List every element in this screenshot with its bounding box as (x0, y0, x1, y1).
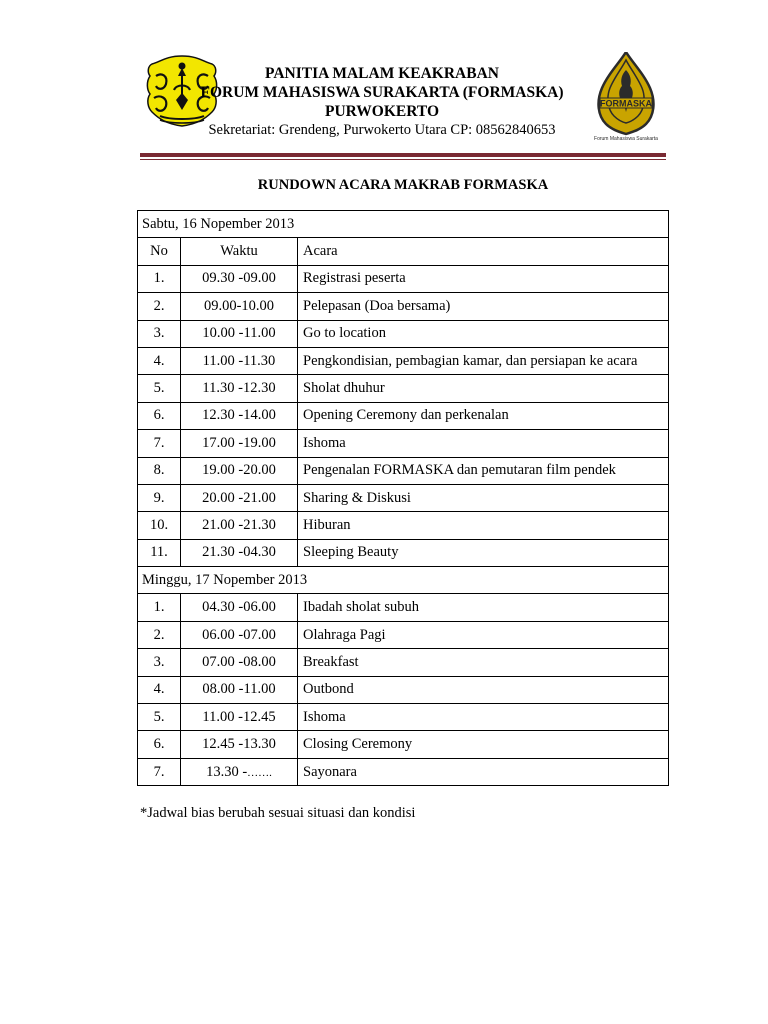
row-acara: Sholat dhuhur (298, 375, 669, 402)
row-no: 6. (138, 731, 181, 758)
row-acara: Pengenalan FORMASKA dan pemutaran film pendek (298, 457, 669, 484)
row-waktu: 06.00 -07.00 (181, 621, 298, 648)
row-acara: Ibadah sholat subuh (298, 594, 669, 621)
row-waktu: 08.00 -11.00 (181, 676, 298, 703)
row-no: 8. (138, 457, 181, 484)
table-row (138, 758, 669, 785)
row-acara: Olahraga Pagi (298, 621, 669, 648)
day-header-row (138, 567, 669, 594)
formaska-brand-text: FORMASKA (600, 98, 652, 109)
table-row (138, 704, 669, 731)
row-acara: Ishoma (298, 704, 669, 731)
city-name: PURWOKERTO (324, 103, 440, 120)
row-no: 6. (138, 402, 181, 429)
row-waktu: 19.00 -20.00 (181, 457, 298, 484)
day-label: Sabtu, 16 Nopember 2013 (138, 211, 669, 238)
row-waktu: 11.00 -12.45 (181, 704, 298, 731)
row-waktu: 04.30 -06.00 (181, 594, 298, 621)
table-row (138, 430, 669, 457)
table-row (138, 484, 669, 511)
row-acara: Outbond (298, 676, 669, 703)
column-header-row (138, 238, 669, 265)
row-no: 4. (138, 676, 181, 703)
row-no: 11. (138, 539, 181, 566)
letterhead (200, 64, 564, 140)
table-row (138, 457, 669, 484)
formaska-caption-text: Forum Mahasiswa Surakarta (594, 136, 658, 142)
row-waktu: 07.00 -08.00 (181, 649, 298, 676)
row-waktu: 09.00-10.00 (181, 293, 298, 320)
table-row (138, 539, 669, 566)
row-waktu: 12.45 -13.30 (181, 731, 298, 758)
row-no: 1. (138, 594, 181, 621)
row-waktu: 11.00 -11.30 (181, 347, 298, 374)
table-row (138, 731, 669, 758)
rundown-table (137, 210, 669, 786)
day-label: Minggu, 17 Nopember 2013 (138, 567, 669, 594)
table-row (138, 512, 669, 539)
document-title: RUNDOWN ACARA MAKRAB FORMASKA (257, 177, 549, 193)
row-acara: Sharing & Diskusi (298, 484, 669, 511)
secretariat-address: Sekretariat: Grendeng, Purwokerto Utara CP: 08562840653 (208, 122, 556, 138)
row-acara: Registrasi peserta (298, 265, 669, 292)
row-acara: Closing Ceremony (298, 731, 669, 758)
row-waktu-dots: ……. (247, 766, 272, 779)
table-row (138, 594, 669, 621)
row-no: 7. (138, 430, 181, 457)
row-no: 9. (138, 484, 181, 511)
row-waktu: 11.30 -12.30 (181, 375, 298, 402)
column-header-waktu: Waktu (181, 238, 298, 265)
row-waktu: 20.00 -21.00 (181, 484, 298, 511)
letterhead-rule-thick (140, 153, 666, 157)
row-waktu-start: 13.30 - (206, 763, 248, 780)
row-no: 5. (138, 704, 181, 731)
column-header-no: No (138, 238, 181, 265)
row-waktu (181, 758, 298, 785)
row-no: 3. (138, 649, 181, 676)
row-acara: Ishoma (298, 430, 669, 457)
table-row (138, 676, 669, 703)
row-acara: Go to location (298, 320, 669, 347)
table-row (138, 375, 669, 402)
row-waktu: 21.30 -04.30 (181, 539, 298, 566)
table-row (138, 347, 669, 374)
row-acara: Hiburan (298, 512, 669, 539)
table-row (138, 265, 669, 292)
footnote: *Jadwal bias berubah sesuai situasi dan kondisi (140, 805, 416, 821)
letterhead-rule-thin (140, 159, 666, 160)
column-header-acara: Acara (298, 238, 669, 265)
row-no: 7. (138, 758, 181, 785)
row-no: 2. (138, 293, 181, 320)
row-acara: Sayonara (298, 758, 669, 785)
day-header-row (138, 211, 669, 238)
row-no: 3. (138, 320, 181, 347)
row-no: 5. (138, 375, 181, 402)
row-acara: Pelepasan (Doa bersama) (298, 293, 669, 320)
row-waktu: 09.30 -09.00 (181, 265, 298, 292)
table-row (138, 402, 669, 429)
formaska-wayang-logo-icon (594, 52, 658, 142)
row-no: 2. (138, 621, 181, 648)
row-waktu: 10.00 -11.00 (181, 320, 298, 347)
table-row (138, 621, 669, 648)
row-acara: Sleeping Beauty (298, 539, 669, 566)
row-no: 1. (138, 265, 181, 292)
row-no: 10. (138, 512, 181, 539)
organization-name: FORUM MAHASISWA SURAKARTA (FORMASKA) (200, 84, 564, 101)
row-waktu: 12.30 -14.00 (181, 402, 298, 429)
row-acara: Opening Ceremony dan perkenalan (298, 402, 669, 429)
row-acara: Pengkondisian, pembagian kamar, dan persiapan ke acara (298, 347, 669, 374)
row-acara: Breakfast (298, 649, 669, 676)
row-waktu: 17.00 -19.00 (181, 430, 298, 457)
committee-name: PANITIA MALAM KEAKRABAN (265, 65, 499, 82)
row-waktu: 21.00 -21.30 (181, 512, 298, 539)
table-row (138, 293, 669, 320)
table-row (138, 320, 669, 347)
table-row (138, 649, 669, 676)
row-no: 4. (138, 347, 181, 374)
